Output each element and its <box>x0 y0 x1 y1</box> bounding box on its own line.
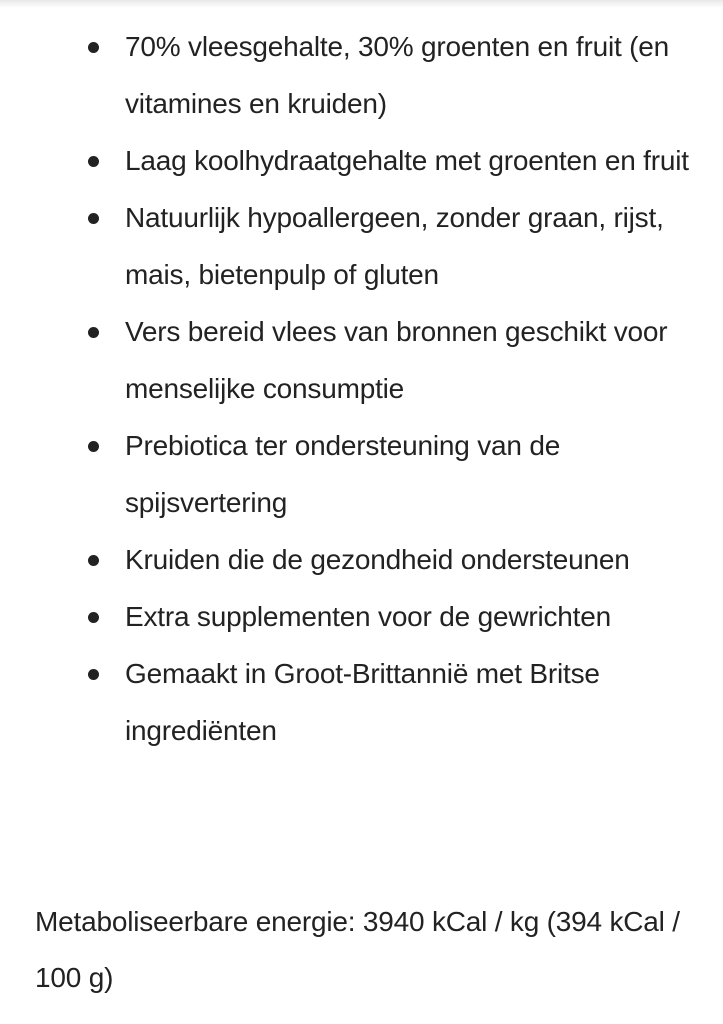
bullet-icon <box>88 441 99 452</box>
bullet-icon <box>88 612 99 623</box>
feature-text: Prebiotica ter ondersteuning van de spijsvertering <box>125 430 561 518</box>
feature-item <box>0 417 723 531</box>
feature-text: Extra supplementen voor de gewrichten <box>125 601 611 632</box>
feature-item <box>0 645 723 759</box>
bullet-icon <box>88 42 99 53</box>
feature-item <box>0 132 723 189</box>
bullet-icon <box>88 213 99 224</box>
feature-item <box>0 189 723 303</box>
feature-item <box>0 303 723 417</box>
feature-item <box>0 588 723 645</box>
feature-item <box>0 18 723 132</box>
feature-text: Natuurlijk hypoallergeen, zonder graan, rijst, mais, bietenpulp of gluten <box>125 202 664 290</box>
bullet-icon <box>88 669 99 680</box>
feature-text: 70% vleesgehalte, 30% groenten en fruit (en vitamines en kruiden) <box>125 31 669 119</box>
feature-list <box>0 18 723 759</box>
feature-text: Kruiden die de gezondheid ondersteunen <box>125 544 630 575</box>
feature-item <box>0 531 723 588</box>
top-edge-shadow <box>0 0 723 8</box>
bullet-icon <box>88 327 99 338</box>
metabolizable-energy-text: Metaboliseerbare energie: 3940 kCal / kg (394 kCal / 100 g) <box>35 906 680 993</box>
bullet-icon <box>88 156 99 167</box>
product-description <box>0 18 723 759</box>
feature-text: Vers bereid vlees van bronnen geschikt voor menselijke consumptie <box>125 316 668 404</box>
feature-text: Gemaakt in Groot-Brittannië met Britse ingrediënten <box>125 658 600 746</box>
feature-text: Laag koolhydraatgehalte met groenten en fruit <box>125 145 689 176</box>
bullet-icon <box>88 555 99 566</box>
